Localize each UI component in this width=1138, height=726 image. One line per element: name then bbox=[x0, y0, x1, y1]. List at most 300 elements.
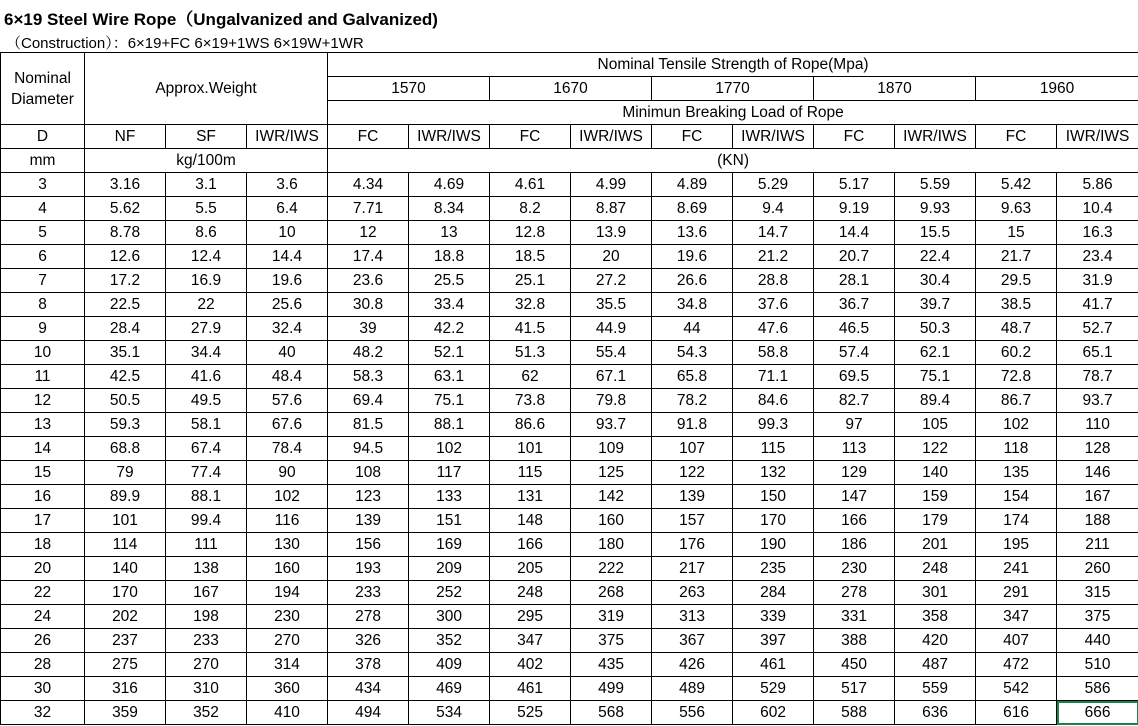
value-cell[interactable]: 154 bbox=[976, 485, 1057, 509]
value-cell[interactable]: 48.2 bbox=[328, 341, 409, 365]
value-cell[interactable]: 27.9 bbox=[166, 317, 247, 341]
value-cell[interactable]: 139 bbox=[328, 509, 409, 533]
value-cell[interactable]: 360 bbox=[247, 677, 328, 701]
column-label[interactable]: D bbox=[1, 125, 85, 149]
value-cell[interactable]: 4.99 bbox=[571, 173, 652, 197]
value-cell[interactable]: 170 bbox=[733, 509, 814, 533]
value-cell[interactable]: 118 bbox=[976, 437, 1057, 461]
value-cell[interactable]: 602 bbox=[733, 701, 814, 725]
value-cell[interactable]: 62.1 bbox=[895, 341, 976, 365]
value-cell[interactable]: 65.1 bbox=[1057, 341, 1138, 365]
value-cell[interactable]: 75.1 bbox=[895, 365, 976, 389]
value-cell[interactable]: 4.34 bbox=[328, 173, 409, 197]
value-cell[interactable]: 233 bbox=[328, 581, 409, 605]
value-cell[interactable]: 559 bbox=[895, 677, 976, 701]
value-cell[interactable]: 252 bbox=[409, 581, 490, 605]
value-cell[interactable]: 71.1 bbox=[733, 365, 814, 389]
value-cell[interactable]: 347 bbox=[976, 605, 1057, 629]
value-cell[interactable]: 472 bbox=[976, 653, 1057, 677]
diameter-cell[interactable]: 17 bbox=[1, 509, 85, 533]
value-cell[interactable]: 211 bbox=[1057, 533, 1138, 557]
value-cell[interactable]: 30.8 bbox=[328, 293, 409, 317]
value-cell[interactable]: 160 bbox=[571, 509, 652, 533]
diameter-cell[interactable]: 14 bbox=[1, 437, 85, 461]
value-cell[interactable]: 7.71 bbox=[328, 197, 409, 221]
value-cell[interactable]: 142 bbox=[571, 485, 652, 509]
value-cell[interactable]: 13 bbox=[409, 221, 490, 245]
value-cell[interactable]: 69.4 bbox=[328, 389, 409, 413]
value-cell[interactable]: 174 bbox=[976, 509, 1057, 533]
value-cell[interactable]: 230 bbox=[814, 557, 895, 581]
diameter-cell[interactable]: 5 bbox=[1, 221, 85, 245]
value-cell[interactable]: 534 bbox=[409, 701, 490, 725]
value-cell[interactable]: 82.7 bbox=[814, 389, 895, 413]
value-cell[interactable]: 263 bbox=[652, 581, 733, 605]
value-cell[interactable]: 105 bbox=[895, 413, 976, 437]
value-cell[interactable]: 9.93 bbox=[895, 197, 976, 221]
value-cell[interactable]: 114 bbox=[85, 533, 166, 557]
value-cell[interactable]: 58.8 bbox=[733, 341, 814, 365]
column-label[interactable]: FC bbox=[976, 125, 1057, 149]
value-cell[interactable]: 72.8 bbox=[976, 365, 1057, 389]
value-cell[interactable]: 529 bbox=[733, 677, 814, 701]
value-cell[interactable]: 108 bbox=[328, 461, 409, 485]
value-cell[interactable]: 146 bbox=[1057, 461, 1138, 485]
value-cell[interactable]: 117 bbox=[409, 461, 490, 485]
value-cell[interactable]: 426 bbox=[652, 653, 733, 677]
value-cell[interactable]: 6.4 bbox=[247, 197, 328, 221]
value-cell[interactable]: 25.5 bbox=[409, 269, 490, 293]
value-cell[interactable]: 44.9 bbox=[571, 317, 652, 341]
value-cell[interactable]: 450 bbox=[814, 653, 895, 677]
value-cell[interactable]: 99.4 bbox=[166, 509, 247, 533]
value-cell[interactable]: 202 bbox=[85, 605, 166, 629]
value-cell[interactable]: 17.4 bbox=[328, 245, 409, 269]
value-cell[interactable]: 14.4 bbox=[247, 245, 328, 269]
value-cell[interactable]: 35.5 bbox=[571, 293, 652, 317]
value-cell[interactable]: 111 bbox=[166, 533, 247, 557]
value-cell[interactable]: 666 bbox=[1057, 701, 1138, 725]
column-label[interactable]: IWR/IWS bbox=[571, 125, 652, 149]
value-cell[interactable]: 50.5 bbox=[85, 389, 166, 413]
value-cell[interactable]: 8.69 bbox=[652, 197, 733, 221]
value-cell[interactable]: 16.3 bbox=[1057, 221, 1138, 245]
column-label[interactable]: FC bbox=[490, 125, 571, 149]
diameter-cell[interactable]: 32 bbox=[1, 701, 85, 725]
value-cell[interactable]: 19.6 bbox=[247, 269, 328, 293]
value-cell[interactable]: 59.3 bbox=[85, 413, 166, 437]
value-cell[interactable]: 378 bbox=[328, 653, 409, 677]
value-cell[interactable]: 93.7 bbox=[571, 413, 652, 437]
value-cell[interactable]: 67.6 bbox=[247, 413, 328, 437]
value-cell[interactable]: 35.1 bbox=[85, 341, 166, 365]
value-cell[interactable]: 68.8 bbox=[85, 437, 166, 461]
value-cell[interactable]: 50.3 bbox=[895, 317, 976, 341]
value-cell[interactable]: 375 bbox=[1057, 605, 1138, 629]
value-cell[interactable]: 176 bbox=[652, 533, 733, 557]
diameter-cell[interactable]: 16 bbox=[1, 485, 85, 509]
value-cell[interactable]: 339 bbox=[733, 605, 814, 629]
value-cell[interactable]: 9.63 bbox=[976, 197, 1057, 221]
value-cell[interactable]: 217 bbox=[652, 557, 733, 581]
value-cell[interactable]: 201 bbox=[895, 533, 976, 557]
value-cell[interactable]: 115 bbox=[733, 437, 814, 461]
value-cell[interactable]: 78.7 bbox=[1057, 365, 1138, 389]
value-cell[interactable]: 194 bbox=[247, 581, 328, 605]
value-cell[interactable]: 157 bbox=[652, 509, 733, 533]
value-cell[interactable]: 388 bbox=[814, 629, 895, 653]
diameter-cell[interactable]: 18 bbox=[1, 533, 85, 557]
value-cell[interactable]: 62 bbox=[490, 365, 571, 389]
value-cell[interactable]: 30.4 bbox=[895, 269, 976, 293]
value-cell[interactable]: 77.4 bbox=[166, 461, 247, 485]
value-cell[interactable]: 352 bbox=[409, 629, 490, 653]
value-cell[interactable]: 499 bbox=[571, 677, 652, 701]
value-cell[interactable]: 291 bbox=[976, 581, 1057, 605]
value-cell[interactable]: 636 bbox=[895, 701, 976, 725]
value-cell[interactable]: 78.4 bbox=[247, 437, 328, 461]
value-cell[interactable]: 5.29 bbox=[733, 173, 814, 197]
value-cell[interactable]: 409 bbox=[409, 653, 490, 677]
approx-weight-header[interactable]: Approx.Weight bbox=[85, 53, 328, 125]
value-cell[interactable]: 347 bbox=[490, 629, 571, 653]
value-cell[interactable]: 58.1 bbox=[166, 413, 247, 437]
value-cell[interactable]: 316 bbox=[85, 677, 166, 701]
tensile-strength-header[interactable]: Nominal Tensile Strength of Rope(Mpa) bbox=[328, 53, 1138, 77]
value-cell[interactable]: 435 bbox=[571, 653, 652, 677]
value-cell[interactable]: 133 bbox=[409, 485, 490, 509]
value-cell[interactable]: 568 bbox=[571, 701, 652, 725]
value-cell[interactable]: 102 bbox=[409, 437, 490, 461]
value-cell[interactable]: 222 bbox=[571, 557, 652, 581]
diameter-cell[interactable]: 28 bbox=[1, 653, 85, 677]
grade-header[interactable]: 1670 bbox=[490, 77, 652, 101]
value-cell[interactable]: 36.7 bbox=[814, 293, 895, 317]
value-cell[interactable]: 402 bbox=[490, 653, 571, 677]
value-cell[interactable]: 88.1 bbox=[166, 485, 247, 509]
value-cell[interactable]: 461 bbox=[733, 653, 814, 677]
value-cell[interactable]: 28.8 bbox=[733, 269, 814, 293]
value-cell[interactable]: 487 bbox=[895, 653, 976, 677]
value-cell[interactable]: 41.5 bbox=[490, 317, 571, 341]
unit-mm[interactable]: mm bbox=[1, 149, 85, 173]
value-cell[interactable]: 8.6 bbox=[166, 221, 247, 245]
value-cell[interactable]: 5.5 bbox=[166, 197, 247, 221]
value-cell[interactable]: 69.5 bbox=[814, 365, 895, 389]
value-cell[interactable]: 14.7 bbox=[733, 221, 814, 245]
value-cell[interactable]: 109 bbox=[571, 437, 652, 461]
value-cell[interactable]: 248 bbox=[895, 557, 976, 581]
value-cell[interactable]: 39 bbox=[328, 317, 409, 341]
value-cell[interactable]: 19.6 bbox=[652, 245, 733, 269]
value-cell[interactable]: 125 bbox=[571, 461, 652, 485]
value-cell[interactable]: 41.6 bbox=[166, 365, 247, 389]
value-cell[interactable]: 461 bbox=[490, 677, 571, 701]
diameter-cell[interactable]: 15 bbox=[1, 461, 85, 485]
diameter-cell[interactable]: 13 bbox=[1, 413, 85, 437]
value-cell[interactable]: 180 bbox=[571, 533, 652, 557]
value-cell[interactable]: 27.2 bbox=[571, 269, 652, 293]
value-cell[interactable]: 115 bbox=[490, 461, 571, 485]
value-cell[interactable]: 5.42 bbox=[976, 173, 1057, 197]
value-cell[interactable]: 13.9 bbox=[571, 221, 652, 245]
value-cell[interactable]: 358 bbox=[895, 605, 976, 629]
value-cell[interactable]: 128 bbox=[1057, 437, 1138, 461]
value-cell[interactable]: 367 bbox=[652, 629, 733, 653]
value-cell[interactable]: 352 bbox=[166, 701, 247, 725]
value-cell[interactable]: 47.6 bbox=[733, 317, 814, 341]
value-cell[interactable]: 160 bbox=[247, 557, 328, 581]
value-cell[interactable]: 67.1 bbox=[571, 365, 652, 389]
value-cell[interactable]: 3.1 bbox=[166, 173, 247, 197]
value-cell[interactable]: 101 bbox=[85, 509, 166, 533]
value-cell[interactable]: 138 bbox=[166, 557, 247, 581]
value-cell[interactable]: 15.5 bbox=[895, 221, 976, 245]
diameter-cell[interactable]: 9 bbox=[1, 317, 85, 341]
value-cell[interactable]: 315 bbox=[1057, 581, 1138, 605]
value-cell[interactable]: 235 bbox=[733, 557, 814, 581]
value-cell[interactable]: 26.6 bbox=[652, 269, 733, 293]
value-cell[interactable]: 270 bbox=[166, 653, 247, 677]
value-cell[interactable]: 205 bbox=[490, 557, 571, 581]
value-cell[interactable]: 4.89 bbox=[652, 173, 733, 197]
value-cell[interactable]: 113 bbox=[814, 437, 895, 461]
value-cell[interactable]: 58.3 bbox=[328, 365, 409, 389]
value-cell[interactable]: 28.4 bbox=[85, 317, 166, 341]
value-cell[interactable]: 209 bbox=[409, 557, 490, 581]
value-cell[interactable]: 49.5 bbox=[166, 389, 247, 413]
value-cell[interactable]: 46.5 bbox=[814, 317, 895, 341]
value-cell[interactable]: 23.6 bbox=[328, 269, 409, 293]
value-cell[interactable]: 12.6 bbox=[85, 245, 166, 269]
diameter-cell[interactable]: 22 bbox=[1, 581, 85, 605]
value-cell[interactable]: 241 bbox=[976, 557, 1057, 581]
value-cell[interactable]: 420 bbox=[895, 629, 976, 653]
value-cell[interactable]: 167 bbox=[166, 581, 247, 605]
value-cell[interactable]: 494 bbox=[328, 701, 409, 725]
value-cell[interactable]: 131 bbox=[490, 485, 571, 509]
value-cell[interactable]: 21.2 bbox=[733, 245, 814, 269]
value-cell[interactable]: 79.8 bbox=[571, 389, 652, 413]
value-cell[interactable]: 51.3 bbox=[490, 341, 571, 365]
value-cell[interactable]: 167 bbox=[1057, 485, 1138, 509]
value-cell[interactable]: 20 bbox=[571, 245, 652, 269]
value-cell[interactable]: 97 bbox=[814, 413, 895, 437]
value-cell[interactable]: 159 bbox=[895, 485, 976, 509]
grade-header[interactable]: 1770 bbox=[652, 77, 814, 101]
value-cell[interactable]: 65.8 bbox=[652, 365, 733, 389]
value-cell[interactable]: 151 bbox=[409, 509, 490, 533]
value-cell[interactable]: 8.34 bbox=[409, 197, 490, 221]
value-cell[interactable]: 139 bbox=[652, 485, 733, 509]
value-cell[interactable]: 469 bbox=[409, 677, 490, 701]
value-cell[interactable]: 10.4 bbox=[1057, 197, 1138, 221]
column-label[interactable]: SF bbox=[166, 125, 247, 149]
value-cell[interactable]: 116 bbox=[247, 509, 328, 533]
value-cell[interactable]: 25.6 bbox=[247, 293, 328, 317]
value-cell[interactable]: 110 bbox=[1057, 413, 1138, 437]
value-cell[interactable]: 237 bbox=[85, 629, 166, 653]
value-cell[interactable]: 52.7 bbox=[1057, 317, 1138, 341]
value-cell[interactable]: 22.5 bbox=[85, 293, 166, 317]
value-cell[interactable]: 55.4 bbox=[571, 341, 652, 365]
grade-header[interactable]: 1960 bbox=[976, 77, 1138, 101]
value-cell[interactable]: 5.17 bbox=[814, 173, 895, 197]
diameter-cell[interactable]: 24 bbox=[1, 605, 85, 629]
value-cell[interactable]: 25.1 bbox=[490, 269, 571, 293]
value-cell[interactable]: 38.5 bbox=[976, 293, 1057, 317]
diameter-cell[interactable]: 3 bbox=[1, 173, 85, 197]
diameter-cell[interactable]: 7 bbox=[1, 269, 85, 293]
value-cell[interactable]: 278 bbox=[328, 605, 409, 629]
value-cell[interactable]: 34.8 bbox=[652, 293, 733, 317]
column-label[interactable]: IWR/IWS bbox=[1057, 125, 1138, 149]
value-cell[interactable]: 89.4 bbox=[895, 389, 976, 413]
column-label[interactable]: IWR/IWS bbox=[409, 125, 490, 149]
value-cell[interactable]: 20.7 bbox=[814, 245, 895, 269]
value-cell[interactable]: 434 bbox=[328, 677, 409, 701]
value-cell[interactable]: 42.5 bbox=[85, 365, 166, 389]
nominal-diameter-header[interactable]: Nominal Diameter bbox=[1, 53, 85, 125]
value-cell[interactable]: 48.7 bbox=[976, 317, 1057, 341]
unit-load[interactable]: (KN) bbox=[328, 149, 1138, 173]
value-cell[interactable]: 169 bbox=[409, 533, 490, 557]
value-cell[interactable]: 15 bbox=[976, 221, 1057, 245]
value-cell[interactable]: 86.6 bbox=[490, 413, 571, 437]
value-cell[interactable]: 91.8 bbox=[652, 413, 733, 437]
value-cell[interactable]: 326 bbox=[328, 629, 409, 653]
diameter-cell[interactable]: 30 bbox=[1, 677, 85, 701]
value-cell[interactable]: 123 bbox=[328, 485, 409, 509]
value-cell[interactable]: 21.7 bbox=[976, 245, 1057, 269]
value-cell[interactable]: 275 bbox=[85, 653, 166, 677]
value-cell[interactable]: 4.69 bbox=[409, 173, 490, 197]
value-cell[interactable]: 233 bbox=[166, 629, 247, 653]
value-cell[interactable]: 313 bbox=[652, 605, 733, 629]
value-cell[interactable]: 319 bbox=[571, 605, 652, 629]
value-cell[interactable]: 5.62 bbox=[85, 197, 166, 221]
value-cell[interactable]: 48.4 bbox=[247, 365, 328, 389]
value-cell[interactable]: 12 bbox=[328, 221, 409, 245]
diameter-cell[interactable]: 12 bbox=[1, 389, 85, 413]
value-cell[interactable]: 37.6 bbox=[733, 293, 814, 317]
value-cell[interactable]: 12.4 bbox=[166, 245, 247, 269]
value-cell[interactable]: 17.2 bbox=[85, 269, 166, 293]
value-cell[interactable]: 8.2 bbox=[490, 197, 571, 221]
value-cell[interactable]: 586 bbox=[1057, 677, 1138, 701]
value-cell[interactable]: 99.3 bbox=[733, 413, 814, 437]
value-cell[interactable]: 5.86 bbox=[1057, 173, 1138, 197]
value-cell[interactable]: 23.4 bbox=[1057, 245, 1138, 269]
value-cell[interactable]: 5.59 bbox=[895, 173, 976, 197]
value-cell[interactable]: 270 bbox=[247, 629, 328, 653]
value-cell[interactable]: 190 bbox=[733, 533, 814, 557]
value-cell[interactable]: 440 bbox=[1057, 629, 1138, 653]
value-cell[interactable]: 78.2 bbox=[652, 389, 733, 413]
value-cell[interactable]: 179 bbox=[895, 509, 976, 533]
value-cell[interactable]: 248 bbox=[490, 581, 571, 605]
grade-header[interactable]: 1870 bbox=[814, 77, 976, 101]
value-cell[interactable]: 89.9 bbox=[85, 485, 166, 509]
value-cell[interactable]: 170 bbox=[85, 581, 166, 605]
value-cell[interactable]: 86.7 bbox=[976, 389, 1057, 413]
diameter-cell[interactable]: 26 bbox=[1, 629, 85, 653]
value-cell[interactable]: 510 bbox=[1057, 653, 1138, 677]
value-cell[interactable]: 525 bbox=[490, 701, 571, 725]
diameter-cell[interactable]: 11 bbox=[1, 365, 85, 389]
value-cell[interactable]: 10 bbox=[247, 221, 328, 245]
column-label[interactable]: FC bbox=[652, 125, 733, 149]
value-cell[interactable]: 410 bbox=[247, 701, 328, 725]
value-cell[interactable]: 44 bbox=[652, 317, 733, 341]
value-cell[interactable]: 230 bbox=[247, 605, 328, 629]
value-cell[interactable]: 16.9 bbox=[166, 269, 247, 293]
value-cell[interactable]: 195 bbox=[976, 533, 1057, 557]
value-cell[interactable]: 186 bbox=[814, 533, 895, 557]
value-cell[interactable]: 9.19 bbox=[814, 197, 895, 221]
column-label[interactable]: FC bbox=[814, 125, 895, 149]
value-cell[interactable]: 8.78 bbox=[85, 221, 166, 245]
column-label[interactable]: FC bbox=[328, 125, 409, 149]
value-cell[interactable]: 130 bbox=[247, 533, 328, 557]
value-cell[interactable]: 489 bbox=[652, 677, 733, 701]
value-cell[interactable]: 150 bbox=[733, 485, 814, 509]
value-cell[interactable]: 88.1 bbox=[409, 413, 490, 437]
value-cell[interactable]: 32.8 bbox=[490, 293, 571, 317]
diameter-cell[interactable]: 6 bbox=[1, 245, 85, 269]
value-cell[interactable]: 93.7 bbox=[1057, 389, 1138, 413]
value-cell[interactable]: 3.6 bbox=[247, 173, 328, 197]
value-cell[interactable]: 79 bbox=[85, 461, 166, 485]
value-cell[interactable]: 13.6 bbox=[652, 221, 733, 245]
value-cell[interactable]: 31.9 bbox=[1057, 269, 1138, 293]
value-cell[interactable]: 107 bbox=[652, 437, 733, 461]
value-cell[interactable]: 90 bbox=[247, 461, 328, 485]
value-cell[interactable]: 140 bbox=[895, 461, 976, 485]
value-cell[interactable]: 140 bbox=[85, 557, 166, 581]
value-cell[interactable]: 132 bbox=[733, 461, 814, 485]
value-cell[interactable]: 75.1 bbox=[409, 389, 490, 413]
value-cell[interactable]: 122 bbox=[652, 461, 733, 485]
value-cell[interactable]: 28.1 bbox=[814, 269, 895, 293]
value-cell[interactable]: 32.4 bbox=[247, 317, 328, 341]
value-cell[interactable]: 9.4 bbox=[733, 197, 814, 221]
value-cell[interactable]: 39.7 bbox=[895, 293, 976, 317]
value-cell[interactable]: 129 bbox=[814, 461, 895, 485]
column-label[interactable]: IWR/IWS bbox=[247, 125, 328, 149]
value-cell[interactable]: 101 bbox=[490, 437, 571, 461]
value-cell[interactable]: 284 bbox=[733, 581, 814, 605]
value-cell[interactable]: 166 bbox=[814, 509, 895, 533]
value-cell[interactable]: 54.3 bbox=[652, 341, 733, 365]
value-cell[interactable]: 375 bbox=[571, 629, 652, 653]
value-cell[interactable]: 314 bbox=[247, 653, 328, 677]
value-cell[interactable]: 4.61 bbox=[490, 173, 571, 197]
value-cell[interactable]: 147 bbox=[814, 485, 895, 509]
value-cell[interactable]: 34.4 bbox=[166, 341, 247, 365]
value-cell[interactable]: 122 bbox=[895, 437, 976, 461]
value-cell[interactable]: 40 bbox=[247, 341, 328, 365]
value-cell[interactable]: 67.4 bbox=[166, 437, 247, 461]
diameter-cell[interactable]: 8 bbox=[1, 293, 85, 317]
value-cell[interactable]: 102 bbox=[247, 485, 328, 509]
value-cell[interactable]: 193 bbox=[328, 557, 409, 581]
value-cell[interactable]: 3.16 bbox=[85, 173, 166, 197]
value-cell[interactable]: 60.2 bbox=[976, 341, 1057, 365]
value-cell[interactable]: 57.6 bbox=[247, 389, 328, 413]
value-cell[interactable]: 94.5 bbox=[328, 437, 409, 461]
value-cell[interactable]: 198 bbox=[166, 605, 247, 629]
